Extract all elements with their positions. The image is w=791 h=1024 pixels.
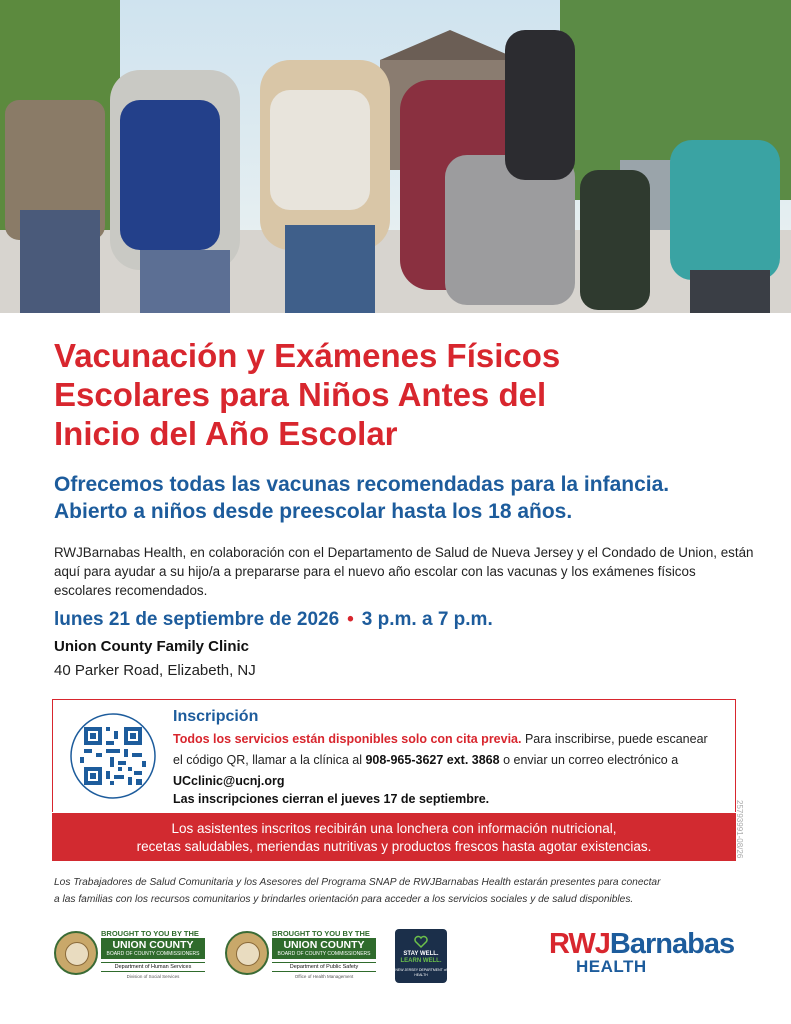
- rwj-text: RWJ: [549, 928, 610, 960]
- bullet-separator: •: [347, 609, 354, 630]
- county-seal-icon: [225, 931, 269, 975]
- banner-line-1: Los asistentes inscritos recibirán una lonchera con información nutricional,: [171, 821, 617, 836]
- email-address[interactable]: UCclinic@ucnj.org: [173, 774, 285, 788]
- intro-paragraph: RWJBarnabas Health, en colaboración con el Departamento de Salud de Nueva Jersey y el Condado de Union, están aquí para ayudar a su hijo/a a prepararse para el nuevo año escolar con las vacunas y los exámenes físicos escolares recomendados.: [54, 545, 754, 598]
- logo-county-name: [101, 938, 205, 959]
- nj-doh-text: NEW JERSEY DEPARTMENT of HEALTH: [395, 968, 447, 977]
- registration-text-b: o enviar un correo electrónico a: [499, 753, 679, 767]
- document-code: 25793991-08/26: [735, 800, 744, 859]
- stay-well-text: STAY WELL.: [403, 951, 439, 957]
- event-date: lunes 21 de septiembre de 2026: [54, 609, 340, 630]
- footnote-line-2: a las familias con los recursos comunitarios y brindarles orientación para acceder a los servicios sociales y de salud disponibles.: [54, 894, 634, 905]
- registration-text-a: Para inscribirse, puede escanear el código QR, llamar a la clínica al: [173, 732, 708, 767]
- logo-county-name: [272, 938, 376, 959]
- clinic-address: 40 Parker Road, Elizabeth, NJ: [54, 662, 256, 679]
- rwjbarnabas-health-logo: [549, 928, 749, 978]
- subtitle-line-2: Abierto a niños desde preescolar hasta los 18 años.: [54, 500, 573, 523]
- logo-tagline: BROUGHT TO YOU BY THE: [272, 929, 370, 938]
- title-line-2: Escolares para Niños Antes del: [54, 376, 547, 413]
- logo-division: Division of Social Services: [126, 974, 180, 979]
- registration-deadline: Las inscripciones cierran el jueves 17 de septiembre.: [173, 792, 490, 806]
- union-county-public-safety-logo: [225, 927, 385, 983]
- appointment-only-notice: Todos los servicios están disponibles solo con cita previa.: [173, 732, 522, 746]
- clinic-name: Union County Family Clinic: [54, 638, 250, 655]
- event-datetime: [54, 609, 493, 631]
- logo-department: Department of Public Safety: [272, 962, 376, 972]
- barnabas-text: Barnabas: [609, 928, 735, 960]
- county-name-text: UNION COUNTY: [112, 939, 194, 951]
- title-line-3: Inicio del Año Escolar: [54, 415, 398, 452]
- subtitle: [54, 471, 774, 525]
- lunchbox-banner: [52, 813, 736, 861]
- footnote-line-1: Los Trabajadores de Salud Comunitaria y los Asesores del Programa SNAP de RWJBarnabas Health estarán presentes para conectar: [54, 877, 661, 888]
- learn-well-text: LEARN WELL.: [400, 958, 442, 964]
- logo-tagline: BROUGHT TO YOU BY THE: [101, 929, 199, 938]
- hero-photo: [0, 0, 791, 313]
- subtitle-line-1: Ofrecemos todas las vacunas recomendadas para la infancia.: [54, 473, 670, 496]
- registration-instructions: [173, 729, 713, 792]
- county-seal-icon: [54, 931, 98, 975]
- heart-book-icon: [414, 935, 428, 949]
- board-text: BOARD OF COUNTY COMMISSIONERS: [106, 951, 200, 957]
- hero-illustration: [0, 0, 791, 313]
- footnote: [54, 874, 744, 908]
- county-name-text: UNION COUNTY: [283, 939, 365, 951]
- board-text: BOARD OF COUNTY COMMISSIONERS: [277, 951, 371, 957]
- union-county-human-services-logo: [54, 927, 214, 983]
- event-time: 3 p.m. a 7 p.m.: [361, 609, 493, 630]
- title-line-1: Vacunación y Exámenes Físicos: [54, 337, 561, 374]
- banner-line-2: recetas saludables, meriendas nutritivas y productos frescos hasta agotar existencias.: [136, 839, 652, 854]
- logo-department: Department of Human Services: [101, 962, 205, 972]
- page-title: [54, 336, 754, 453]
- registration-heading: Inscripción: [173, 708, 259, 725]
- health-text: HEALTH: [576, 957, 647, 976]
- phone-number[interactable]: 908-965-3627 ext. 3868: [365, 753, 500, 767]
- qr-code-icon[interactable]: [70, 713, 156, 799]
- stay-well-learn-well-logo: [395, 929, 447, 983]
- logo-division: Office of Health Management: [294, 974, 354, 979]
